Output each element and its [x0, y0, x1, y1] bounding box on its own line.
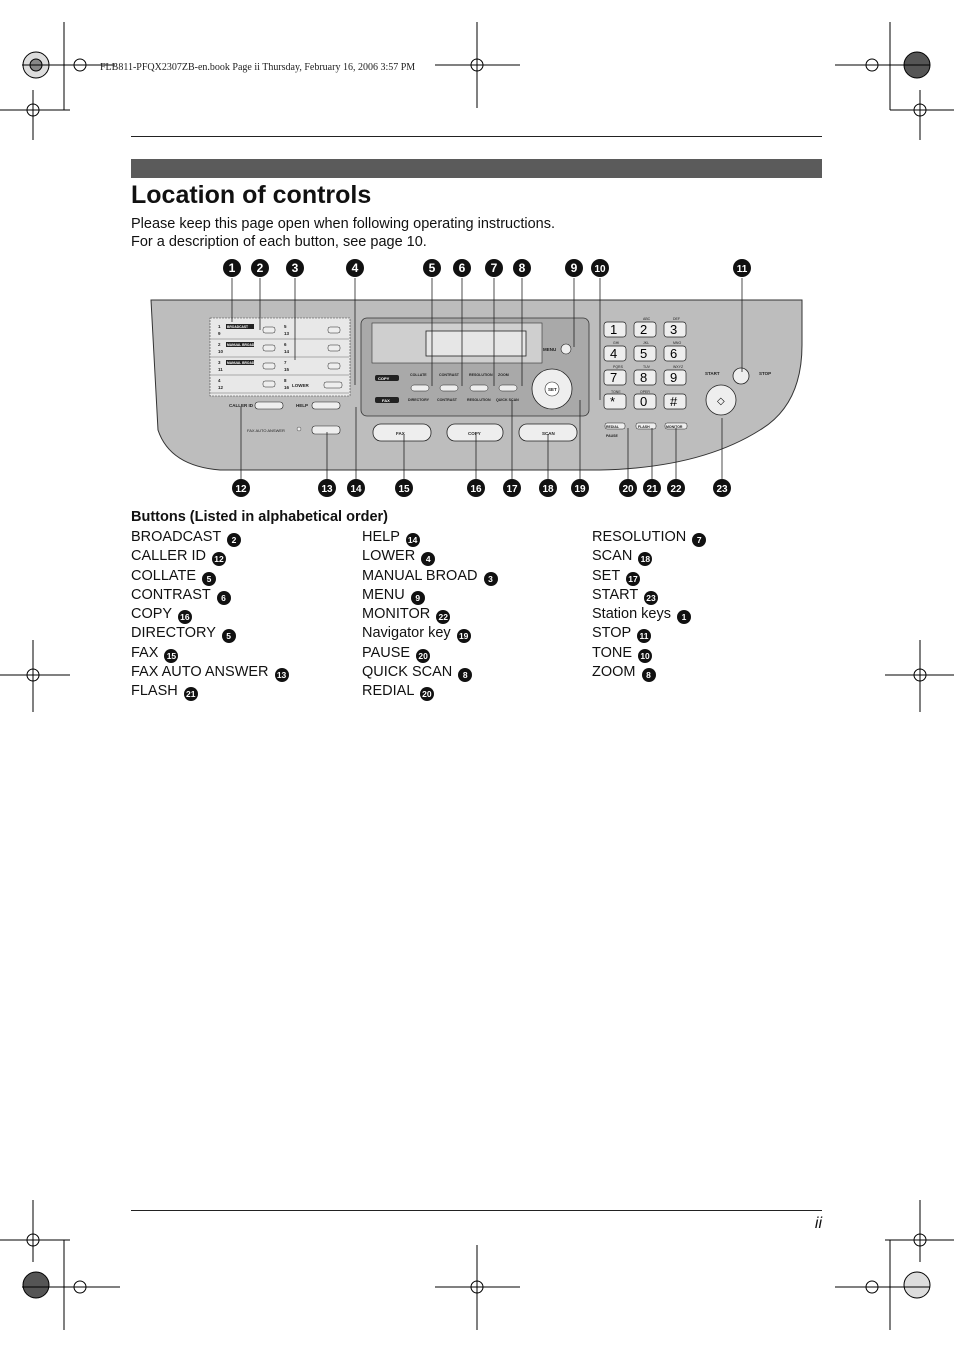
button-list-item	[362, 528, 498, 547]
button-name: FLASH	[131, 683, 182, 700]
station-key	[328, 345, 340, 351]
station-number: 5	[284, 324, 287, 329]
fax-auto-answer-button	[312, 426, 340, 434]
key-letters: ABC	[643, 317, 651, 321]
function-label-top: COLLATE	[410, 373, 427, 377]
button-list-item	[131, 567, 289, 586]
dial-key-label: *	[610, 394, 616, 409]
station-label: MANUAL BROAD	[227, 343, 255, 347]
help-label: HELP	[296, 403, 309, 408]
caller-id-label: CALLER ID	[229, 403, 253, 408]
button-list-item	[131, 644, 289, 663]
function-label-bottom: CONTRAST	[437, 398, 457, 402]
callout-number: 6	[458, 261, 466, 275]
button-list-item	[362, 547, 498, 566]
page-number: ii	[814, 1215, 822, 1232]
callout-number: 2	[256, 261, 264, 275]
callout-number: 10	[594, 264, 606, 275]
fax-label: FAX	[396, 431, 405, 436]
station-key	[263, 327, 275, 333]
station-key	[328, 363, 340, 369]
callout-number: 13	[321, 484, 333, 495]
station-number: 2	[218, 342, 221, 347]
button-name: PAUSE	[362, 644, 415, 661]
help-button	[312, 402, 340, 409]
button-list-item	[592, 528, 706, 547]
callout-number: 9	[570, 261, 578, 275]
button-name: LOWER	[362, 548, 420, 565]
button-callout-badge: 8	[458, 668, 472, 682]
button-name: Station keys	[592, 606, 676, 623]
button-list-item	[592, 605, 706, 624]
lcd-screen	[426, 331, 526, 356]
station-number: 14	[284, 349, 290, 354]
dial-key-label: 8	[640, 370, 648, 385]
button-name: TONE	[592, 644, 637, 661]
button-list-item	[362, 586, 498, 605]
station-number: 15	[284, 367, 290, 372]
dial-key-label: 2	[640, 322, 648, 337]
stop-button	[733, 368, 749, 384]
button-name: Navigator key	[362, 625, 455, 642]
station-number: 13	[284, 331, 290, 336]
callout-number: 18	[542, 484, 554, 495]
station-number: 11	[218, 367, 223, 372]
button-name: START	[592, 586, 642, 603]
key-letters: MNO	[673, 341, 682, 345]
key-letters: WXYZ	[673, 365, 684, 369]
button-name: DIRECTORY	[131, 625, 220, 642]
button-name: CALLER ID	[131, 548, 210, 565]
callout-number: 20	[622, 484, 634, 495]
function-label-top: RESOLUTION	[469, 373, 493, 377]
print-header: FLB811-PFQX2307ZB-en.book Page ii Thursday, February 16, 2006 3:57 PM	[100, 62, 416, 73]
section-bar	[131, 159, 822, 178]
button-name: MONITOR	[362, 606, 435, 623]
button-callout-badge: 16	[178, 610, 192, 624]
button-list-item	[362, 644, 498, 663]
callout-number: 14	[350, 484, 362, 495]
button-name: ZOOM	[592, 664, 640, 681]
button-callout-badge: 14	[406, 533, 420, 547]
button-name: SET	[592, 567, 624, 584]
button-name: REDIAL	[362, 683, 418, 700]
start-icon: ◇	[717, 396, 725, 407]
dial-key-label: 9	[670, 370, 678, 385]
button-callout-badge: 23	[644, 591, 658, 605]
buttons-column-2	[362, 528, 498, 702]
button-list-item	[592, 567, 706, 586]
station-key	[263, 345, 275, 351]
station-number: 10	[218, 349, 224, 354]
station-number: 4	[218, 378, 221, 383]
button-name: COPY	[131, 606, 176, 623]
button-callout-badge: 1	[677, 610, 691, 624]
top-rule	[131, 136, 822, 137]
buttons-column-1	[131, 528, 289, 702]
button-callout-badge: 17	[626, 572, 640, 586]
callout-number: 11	[736, 264, 748, 275]
button-list-item	[362, 663, 498, 682]
button-list-item	[592, 586, 706, 605]
button-callout-badge: 20	[420, 687, 434, 701]
station-number: 16	[284, 385, 290, 390]
button-callout-badge: 9	[411, 591, 425, 605]
callout-number: 12	[235, 484, 247, 495]
function-button	[440, 385, 458, 391]
function-label-top: CONTRAST	[439, 373, 459, 377]
button-callout-badge: 22	[436, 610, 450, 624]
fax-auto-answer-led	[297, 427, 301, 431]
dial-key-label: 3	[670, 322, 678, 337]
station-number: 1	[218, 324, 221, 329]
button-list-item	[592, 624, 706, 643]
button-list-item	[362, 624, 498, 643]
intro-line-2: For a description of each button, see page 10.	[131, 234, 427, 250]
key-letters: PQRS	[613, 365, 623, 369]
button-name: STOP	[592, 625, 635, 642]
page-title: Location of controls	[131, 181, 372, 209]
oper-label: OPER	[640, 390, 650, 394]
button-callout-badge: 20	[416, 649, 430, 663]
callout-number: 5	[428, 261, 436, 275]
stop-label: STOP	[759, 371, 772, 376]
station-number: 9	[218, 331, 221, 336]
button-callout-badge: 4	[421, 552, 435, 566]
function-label-bottom: RESOLUTION	[467, 398, 491, 402]
station-number: 8	[284, 378, 287, 383]
station-number: 3	[218, 360, 221, 365]
function-button	[411, 385, 429, 391]
button-name: CONTRAST	[131, 586, 215, 603]
lower-label: LOWER	[292, 383, 309, 388]
button-list-item	[131, 663, 289, 682]
button-callout-badge: 5	[202, 572, 216, 586]
dial-key-label: 5	[640, 346, 648, 361]
callout-number: 15	[398, 484, 410, 495]
button-callout-badge: 6	[217, 591, 231, 605]
fax-auto-answer-label: FAX AUTO ANSWER	[247, 428, 285, 433]
button-callout-badge: 15	[164, 649, 178, 663]
station-number: 7	[284, 360, 287, 365]
button-list-item	[131, 547, 289, 566]
scan-label: SCAN	[542, 431, 555, 436]
callout-number: 21	[646, 484, 658, 495]
dial-key-label: #	[670, 394, 678, 409]
function-button	[499, 385, 517, 391]
button-list-item	[131, 682, 289, 701]
callout-number: 17	[506, 484, 518, 495]
button-callout-badge: 11	[637, 629, 651, 643]
pause-label: PAUSE	[606, 434, 618, 438]
button-name: MANUAL BROAD	[362, 567, 482, 584]
button-list-item	[131, 624, 289, 643]
redial-label: REDIAL	[606, 425, 620, 429]
station-number: 12	[218, 385, 224, 390]
button-list-item	[362, 605, 498, 624]
callout-number: 16	[470, 484, 482, 495]
button-name: RESOLUTION	[592, 529, 691, 545]
function-button	[470, 385, 488, 391]
dial-key-label: 1	[610, 322, 618, 337]
flash-label: FLASH	[638, 425, 650, 429]
button-list-item	[362, 567, 498, 586]
function-label-bottom: DIRECTORY	[408, 398, 429, 402]
button-callout-badge: 5	[222, 629, 236, 643]
callout-number: 4	[351, 261, 359, 275]
button-callout-badge: 13	[275, 668, 289, 682]
station-label: MANUAL BROAD	[227, 361, 255, 365]
key-letters: TUV	[643, 365, 650, 369]
button-callout-badge: 7	[692, 533, 706, 547]
monitor-label: MONITOR	[666, 425, 683, 429]
bottom-rule	[131, 1210, 822, 1211]
dial-key-label: 6	[670, 346, 678, 361]
station-number: 6	[284, 342, 287, 347]
copy-label: COPY	[468, 431, 481, 436]
control-panel-diagram	[131, 258, 822, 503]
callout-number: 7	[490, 261, 498, 275]
callout-number: 1	[228, 261, 236, 275]
button-list-item	[592, 644, 706, 663]
station-key	[328, 327, 340, 333]
button-name: FAX	[131, 644, 163, 661]
button-name: HELP	[362, 529, 404, 545]
button-callout-badge: 12	[212, 552, 226, 566]
callout-number: 8	[518, 261, 526, 275]
buttons-heading: Buttons (Listed in alphabetical order)	[131, 509, 388, 525]
caller-id-button	[255, 402, 283, 409]
button-callout-badge: 8	[642, 668, 656, 682]
intro-line-1: Please keep this page open when following operating instructions.	[131, 216, 555, 232]
button-name: BROADCAST	[131, 529, 226, 545]
lower-button	[324, 382, 342, 388]
function-label-bottom: QUICK SCAN	[496, 398, 519, 402]
copy-plate-label: COPY	[378, 376, 390, 381]
station-key	[263, 363, 275, 369]
key-letters: GHI	[613, 341, 620, 345]
button-name: MENU	[362, 586, 409, 603]
station-key	[263, 381, 275, 387]
station-label: BROADCAST	[227, 325, 249, 329]
fax-plate-label: FAX	[382, 398, 390, 403]
button-list-item	[131, 605, 289, 624]
callout-number: 3	[291, 261, 299, 275]
menu-label: MENU	[543, 347, 557, 352]
dial-key-label: 0	[640, 394, 648, 409]
button-name: COLLATE	[131, 567, 201, 584]
button-callout-badge: 2	[227, 533, 241, 547]
callout-number: 23	[716, 484, 728, 495]
button-name: FAX AUTO ANSWER	[131, 664, 273, 681]
button-callout-badge: 21	[184, 687, 198, 701]
dial-key-label: 7	[610, 370, 618, 385]
key-letters: JKL	[643, 341, 650, 345]
button-name: QUICK SCAN	[362, 664, 457, 681]
button-callout-badge: 10	[638, 649, 652, 663]
callout-number: 19	[574, 484, 586, 495]
button-list-item	[131, 586, 289, 605]
button-list-item	[592, 663, 706, 682]
buttons-column-3	[592, 528, 706, 682]
button-list-item	[362, 682, 498, 701]
button-callout-badge: 18	[638, 552, 652, 566]
callout-number: 22	[670, 484, 682, 495]
set-label: SET	[548, 387, 557, 392]
menu-button	[561, 344, 571, 354]
key-letters: DEF	[673, 317, 680, 321]
button-callout-badge: 3	[484, 572, 498, 586]
function-label-top: ZOOM	[498, 373, 509, 377]
tone-label: TONE	[611, 390, 621, 394]
button-list-item	[592, 547, 706, 566]
button-list-item	[131, 528, 289, 547]
button-callout-badge: 19	[457, 629, 471, 643]
button-name: SCAN	[592, 548, 637, 565]
start-label: START	[705, 371, 720, 376]
dial-key-label: 4	[610, 346, 618, 361]
